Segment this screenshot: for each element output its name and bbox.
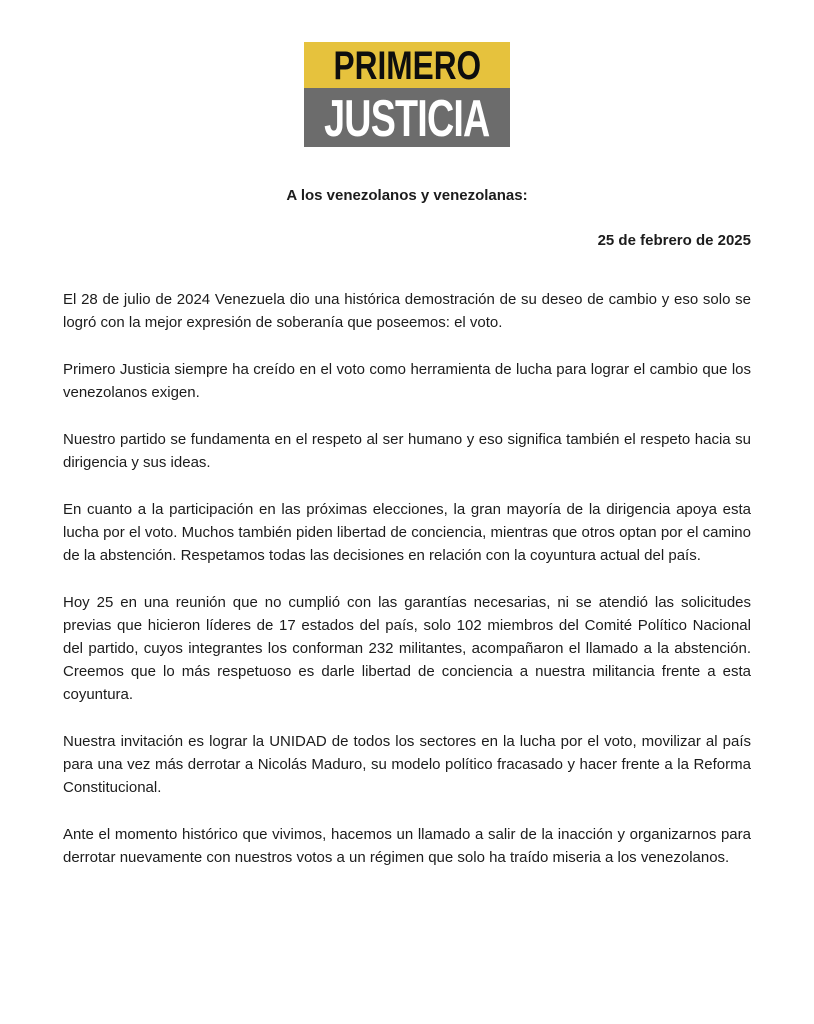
letter-content [0,184,814,869]
logo-primero-band [304,42,510,88]
paragraph-5: Hoy 25 en una reunión que no cumplió con las garantías necesarias, ni se atendió las solicitudes previas que hicieron líderes de 17 estados del país, solo 102 miembros del Comité Político Nacional del partido, cuyos integrantes los conforman 232 militantes, acompañaron el llamado a la abstención. Creemos que lo más respetuoso es darle libertad de conciencia a nuestra militancia frente a esta coyuntura. [63,594,751,703]
paragraph-2: Primero Justicia siempre ha creído en el voto como herramienta de lucha para lograr el cambio que los venezolanos exigen. [63,361,751,401]
paragraph-7: Ante el momento histórico que vivimos, hacemos un llamado a salir de la inacción y organizarnos para derrotar nuevamente con nuestros votos a un régimen que solo ha traído miseria a los venezolanos. [63,826,751,866]
primero-justicia-logo [304,0,510,147]
logo-justicia-band [304,88,510,147]
paragraph-3: Nuestro partido se fundamenta en el respeto al ser humano y eso significa también el respeto hacia su dirigencia y sus ideas. [63,431,751,471]
letter-body [63,288,751,869]
date-line: 25 de febrero de 2025 [597,232,751,249]
salutation: A los venezolanos y venezolanas: [286,187,528,204]
paragraph-1: El 28 de julio de 2024 Venezuela dio una histórica demostración de su deseo de cambio y eso solo se logró con la mejor expresión de soberanía que poseemos: el voto. [63,291,751,331]
logo-text-primero: PRIMERO [333,42,481,88]
paragraph-6: Nuestra invitación es lograr la UNIDAD de todos los sectores en la lucha por el voto, movilizar al país para una vez más derrotar a Nicolás Maduro, su modelo político fracasado y hacer frente a la Reforma Constitucional. [63,733,751,796]
logo-text-justicia: JUSTICIA [324,88,490,147]
paragraph-4: En cuanto a la participación en las próximas elecciones, la gran mayoría de la dirigencia apoya esta lucha por el voto. Muchos también piden libertad de conciencia, mientras que otros optan por el camino de la abstención. Respetamos todas las decisiones en relación con la coyuntura actual del país. [63,501,751,564]
